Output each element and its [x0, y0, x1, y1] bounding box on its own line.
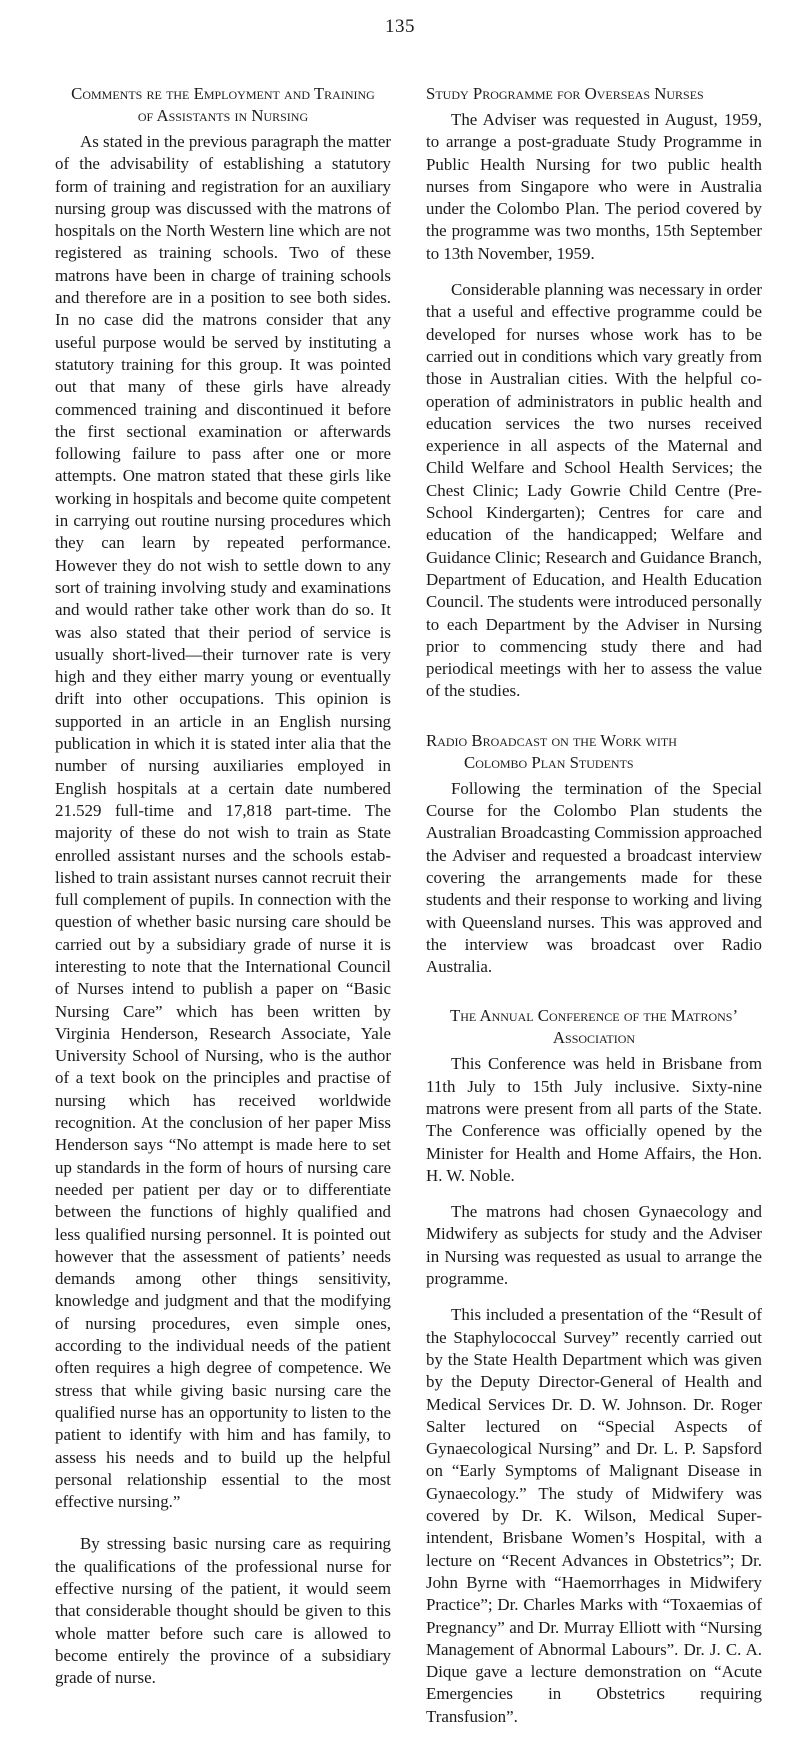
- paragraph-employment-2: By stressing basic nursing care as requiring the qualifications of the professional nurse for effective nursing of the patient, it would seem that considerable thought should be given to this whole matter before such care is allowed to become entirely the province of a subsidiary grade of nurse.: [55, 1534, 391, 1688]
- right-column: [426, 83, 762, 1742]
- heading-line-2: Association: [552, 1028, 636, 1048]
- paragraph-conference-1: This Conference was held in Brisbane from 11th July to 15th July inclusive. Sixty-nine matrons were present from all parts of the State. The Conference was officially opened by the Minister for Health and Home Affairs, the Hon. H. W. Noble.: [426, 1054, 762, 1185]
- paragraph-conference-3: This included a presentation of the “Result of the Staphylococcal Survey” recently carried out by the State Health Department which was given by the Deputy Director-General of Health and Medical Services Dr. D. W. Johnson. Dr. Roger Salter lectured on “Special Aspects of Gynaecological Nursing” and Dr. L. P. Sapsford on “Early Symptoms of Malignant Disease in Gynaecology.” The study of Midwifery was covered by Dr. K. Wilson, Medical Superintendent, Brisbane Women’s Hospital, with a lecture on “Recent Advances in Obstetrics”; Dr. John Byrne with “Haemorrhages in Midwifery Practice”; Dr. Charles Marks with “Toxaemias of Pregnancy” and Dr. Murray Elliott with “Nursing Management of Abnormal Labours”. Dr. J. C. A. Dique gave a lecture demonstration on “Acute Emergencies in Obstetrics requiring Transfusion”.: [426, 1305, 762, 1726]
- paragraph-radio-1: Following the termination of the Special Course for the Colombo Plan students the Australian Broadcasting Commission approached the Adviser and requested a broadcast interview covering the arrangements made for these students and their response to working and living with Queensland nurses. This was approved and the interview was broadcast over Radio Australia.: [426, 778, 762, 977]
- section-heading-study-programme: Study Programme for Overseas Nurses: [426, 84, 704, 103]
- heading-line-1: Radio Broadcast on the Work with: [426, 730, 677, 750]
- section-heading-employment-training: [55, 83, 391, 127]
- paragraph-employment-1: As stated in the previous paragraph the matter of the advisability of establishing a statutory form of training and registration for an auxiliary nursing group was discussed with the matrons of hospitals on the North Western line which are not registered as training schools. Two of these matrons have been in charge of training schools and therefore are in a position to see both sides. In no case did the matrons consider that any useful purpose would be served by instituting a statutory training for this group. It was pointed out that many of these girls have already commenced training and discontinued it before the first sectional examination or afterwards following failure to pass after one or more attempts. One matron stated that these girls like working in hospitals and become quite competent in carrying out routine nursing procedures which they can learn by repeated performance. However they do not wish to settle down to any sort of training involving study and examinations and would rather take other work than do so. It was also stated that their period of service is usually short-lived—their turnover rate is very high and they either marry young or eventually drift into other occupations. This opinion is supported in an article in an English nursing publication in which it is stated inter alia that the number of nursing auxiliaries employed in English hospitals at a certain date numbered 21.529 full-time and 17,818 part-time. The majority of these do not wish to train as State enrolled assistant nurses and the schools established to train assistant nurses cannot recruit their full complement of pupils. In connection with the question of whether basic nursing care should be carried out by a subsidiary grade of nurse it is interesting to note that the International Council of Nurses intend to publish a paper on “Basic Nursing Care” which has been written by Virginia Henderson, Research Associate, Yale University School of Nursing, who is the author of a text book on the principles and practise of nursing which has received worldwide recognition. At the conclusion of her paper Miss Henderson says “No attempt is made here to set up standards in the form of hours of nursing care needed per patient per day or to differentiate between the functions of highly qualified and less qualified nursing personnel. It is pointed out however that the assessment of patients’ needs demands among other things sensitivity, knowledge and judgment and that the modifying of nursing procedures, even simple ones, according to the individual needs of the patient often requires a high degree of competence. We stress that while giving basic nursing care the qualified nurse has an opportunity to listen to the patient to identify with him and has family, to assess his needs and to build up the helpful personal relationship essential to the most effective nursing.”: [55, 132, 391, 1512]
- paragraph-conference-2: The matrons had chosen Gynaecology and Midwifery as subjects for study and the Adviser in Nursing was requested as usual to arrange the programme.: [426, 1202, 762, 1289]
- heading-line-2: of Assistants in Nursing: [137, 106, 309, 125]
- left-column: [55, 83, 391, 1703]
- heading-line-1: The Annual Conference of the Matrons’: [449, 1006, 739, 1026]
- paragraph-study-2: Considerable planning was necessary in order that a useful and effective programme could be developed for nurses whose work has to be carried out in conditions which vary greatly from those in Australian cities. With the helpful co-operation of administrators in public health and education services the two nurses received experience in all aspects of the Maternal and Child Welfare and School Health Services; the Chest Clinic; Lady Gowrie Child Centre (Pre-School Kindergarten); Centres for care and education of the handicapped; Welfare and Guidance Clinic; Research and Guidance Branch, Department of Education, and Health Education Council. The students were introduced personally to each Department by the Adviser in Nursing prior to commencing study there and had periodical meetings with her to assess the value of the studies.: [426, 280, 762, 701]
- paragraph-study-1: The Adviser was requested in August, 1959, to arrange a post-graduate Study Programme in Public Health Nursing for two public health nurses from Singapore who were in Australia under the Colombo Plan. The period covered by the programme was two months, 15th September to 13th November, 1959.: [426, 110, 762, 263]
- heading-line-2: Colombo Plan Students: [464, 752, 634, 772]
- section-heading-annual-conference: [426, 1005, 762, 1049]
- page-number: 135: [385, 16, 415, 37]
- heading-line-1: Comments re the Employment and Training: [71, 84, 375, 103]
- section-heading-radio-broadcast: [426, 730, 762, 774]
